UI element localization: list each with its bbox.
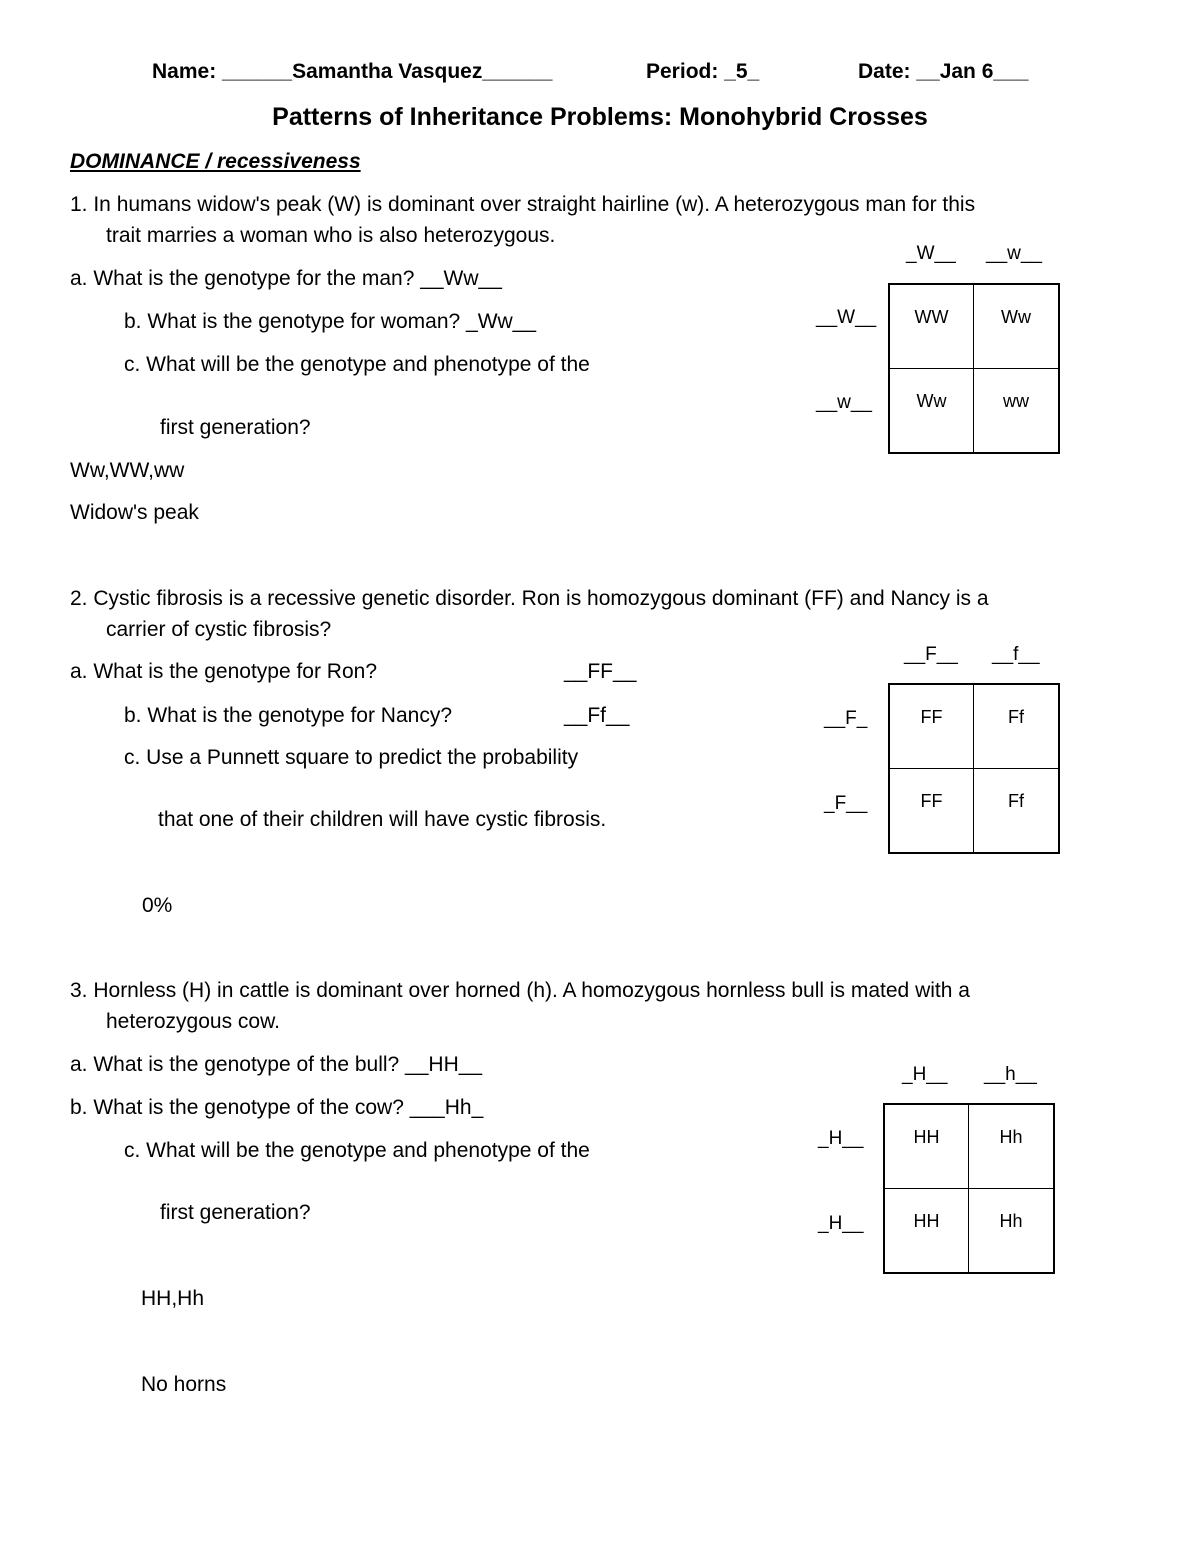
punnett-cell: ww [1003,390,1029,411]
q3-punnett-top-label: __h__ [984,1064,1037,1085]
worksheet-date: Date: __Jan 6___ [858,60,1029,83]
q2-part-c-line1: c. Use a Punnett square to predict the probability [124,746,579,769]
q2-answer-probability: 0% [142,894,173,917]
q1-punnett-top-label: _W__ [906,243,956,264]
class-period: Period: _5_ [646,60,760,83]
q3-prompt-line2: heterozygous cow. [106,1010,280,1033]
q1-punnett-side-label: __W__ [816,307,877,328]
q3-punnett-top-label: _H__ [902,1064,948,1085]
section-title: DOMINANCE / recessiveness [70,150,361,173]
worksheet-title: Patterns of Inheritance Problems: Monohybrid Crosses [272,103,928,131]
punnett-cell: Ww [974,285,1058,369]
q2-part-c-line2: that one of their children will have cystic fibrosis. [158,808,607,831]
punnett-cell: HH [885,1189,969,1273]
q1-answer-phenotype: Widow's peak [70,501,199,524]
q3-part-c-line1: c. What will be the genotype and phenotype of the [124,1139,590,1162]
punnett-cell: Ff [974,685,1058,769]
punnett-cell: Hh [969,1105,1053,1189]
q2-punnett-side-label: _F__ [824,793,868,814]
q2-part-a-answer: __FF__ [564,660,637,683]
punnett-cell: FF [890,685,974,769]
q2-punnett-top-label: __F__ [904,644,958,665]
punnett-cell: FF [890,769,974,853]
q1-punnett-side-label: __w__ [816,392,872,413]
q3-punnett-side-label: _H__ [818,1213,864,1234]
q2-punnett-square [888,683,1060,854]
q1-prompt-line1: 1. In humans widow's peak (W) is dominant over straight hairline (w). A heterozygous man for this [70,193,976,216]
q3-answer-genotypes: HH,Hh [141,1287,205,1310]
punnett-cell: Hh [999,1210,1023,1231]
punnett-cell: Ww [890,369,974,453]
q1-part-c-line1: c. What will be the genotype and phenotype of the [124,353,590,376]
q1-prompt-line2: trait marries a woman who is also heterozygous. [106,224,556,247]
q3-part-c-line2: first generation? [160,1201,311,1224]
q3-part-a: a. What is the genotype of the bull? __HH__ [70,1053,483,1076]
punnett-cell: WW [890,285,974,369]
q1-punnett-top-label: __w__ [986,243,1042,264]
q2-part-b-answer: __Ff__ [564,704,630,727]
q2-punnett-side-label: __F_ [824,708,868,729]
q2-part-b: b. What is the genotype for Nancy? [124,704,453,727]
q2-prompt-line2: carrier of cystic fibrosis? [106,618,332,641]
q2-part-a: a. What is the genotype for Ron? [70,660,378,683]
q1-answer-genotypes: Ww,WW,ww [70,459,185,482]
student-name: Name: ______Samantha Vasquez______ [152,60,553,83]
q1-part-b: b. What is the genotype for woman? _Ww__ [124,310,537,333]
q3-punnett-square [883,1103,1055,1274]
q1-part-a: a. What is the genotype for the man? __Ww__ [70,267,502,290]
q3-prompt-line1: 3. Hornless (H) in cattle is dominant over horned (h). A homozygous hornless bull is mated with a [70,979,970,1002]
q3-part-b: b. What is the genotype of the cow? ___Hh_ [70,1096,484,1119]
punnett-cell: HH [885,1105,969,1189]
q1-punnett-square [888,283,1060,454]
q2-prompt-line1: 2. Cystic fibrosis is a recessive genetic disorder. Ron is homozygous dominant (FF) and Nancy is a [70,587,989,610]
q3-answer-phenotype: No horns [141,1373,227,1396]
q3-punnett-side-label: _H__ [818,1128,864,1149]
q2-punnett-top-label: __f__ [992,644,1040,665]
q1-part-c-line2: first generation? [160,416,311,439]
punnett-cell: Ff [1008,790,1024,811]
